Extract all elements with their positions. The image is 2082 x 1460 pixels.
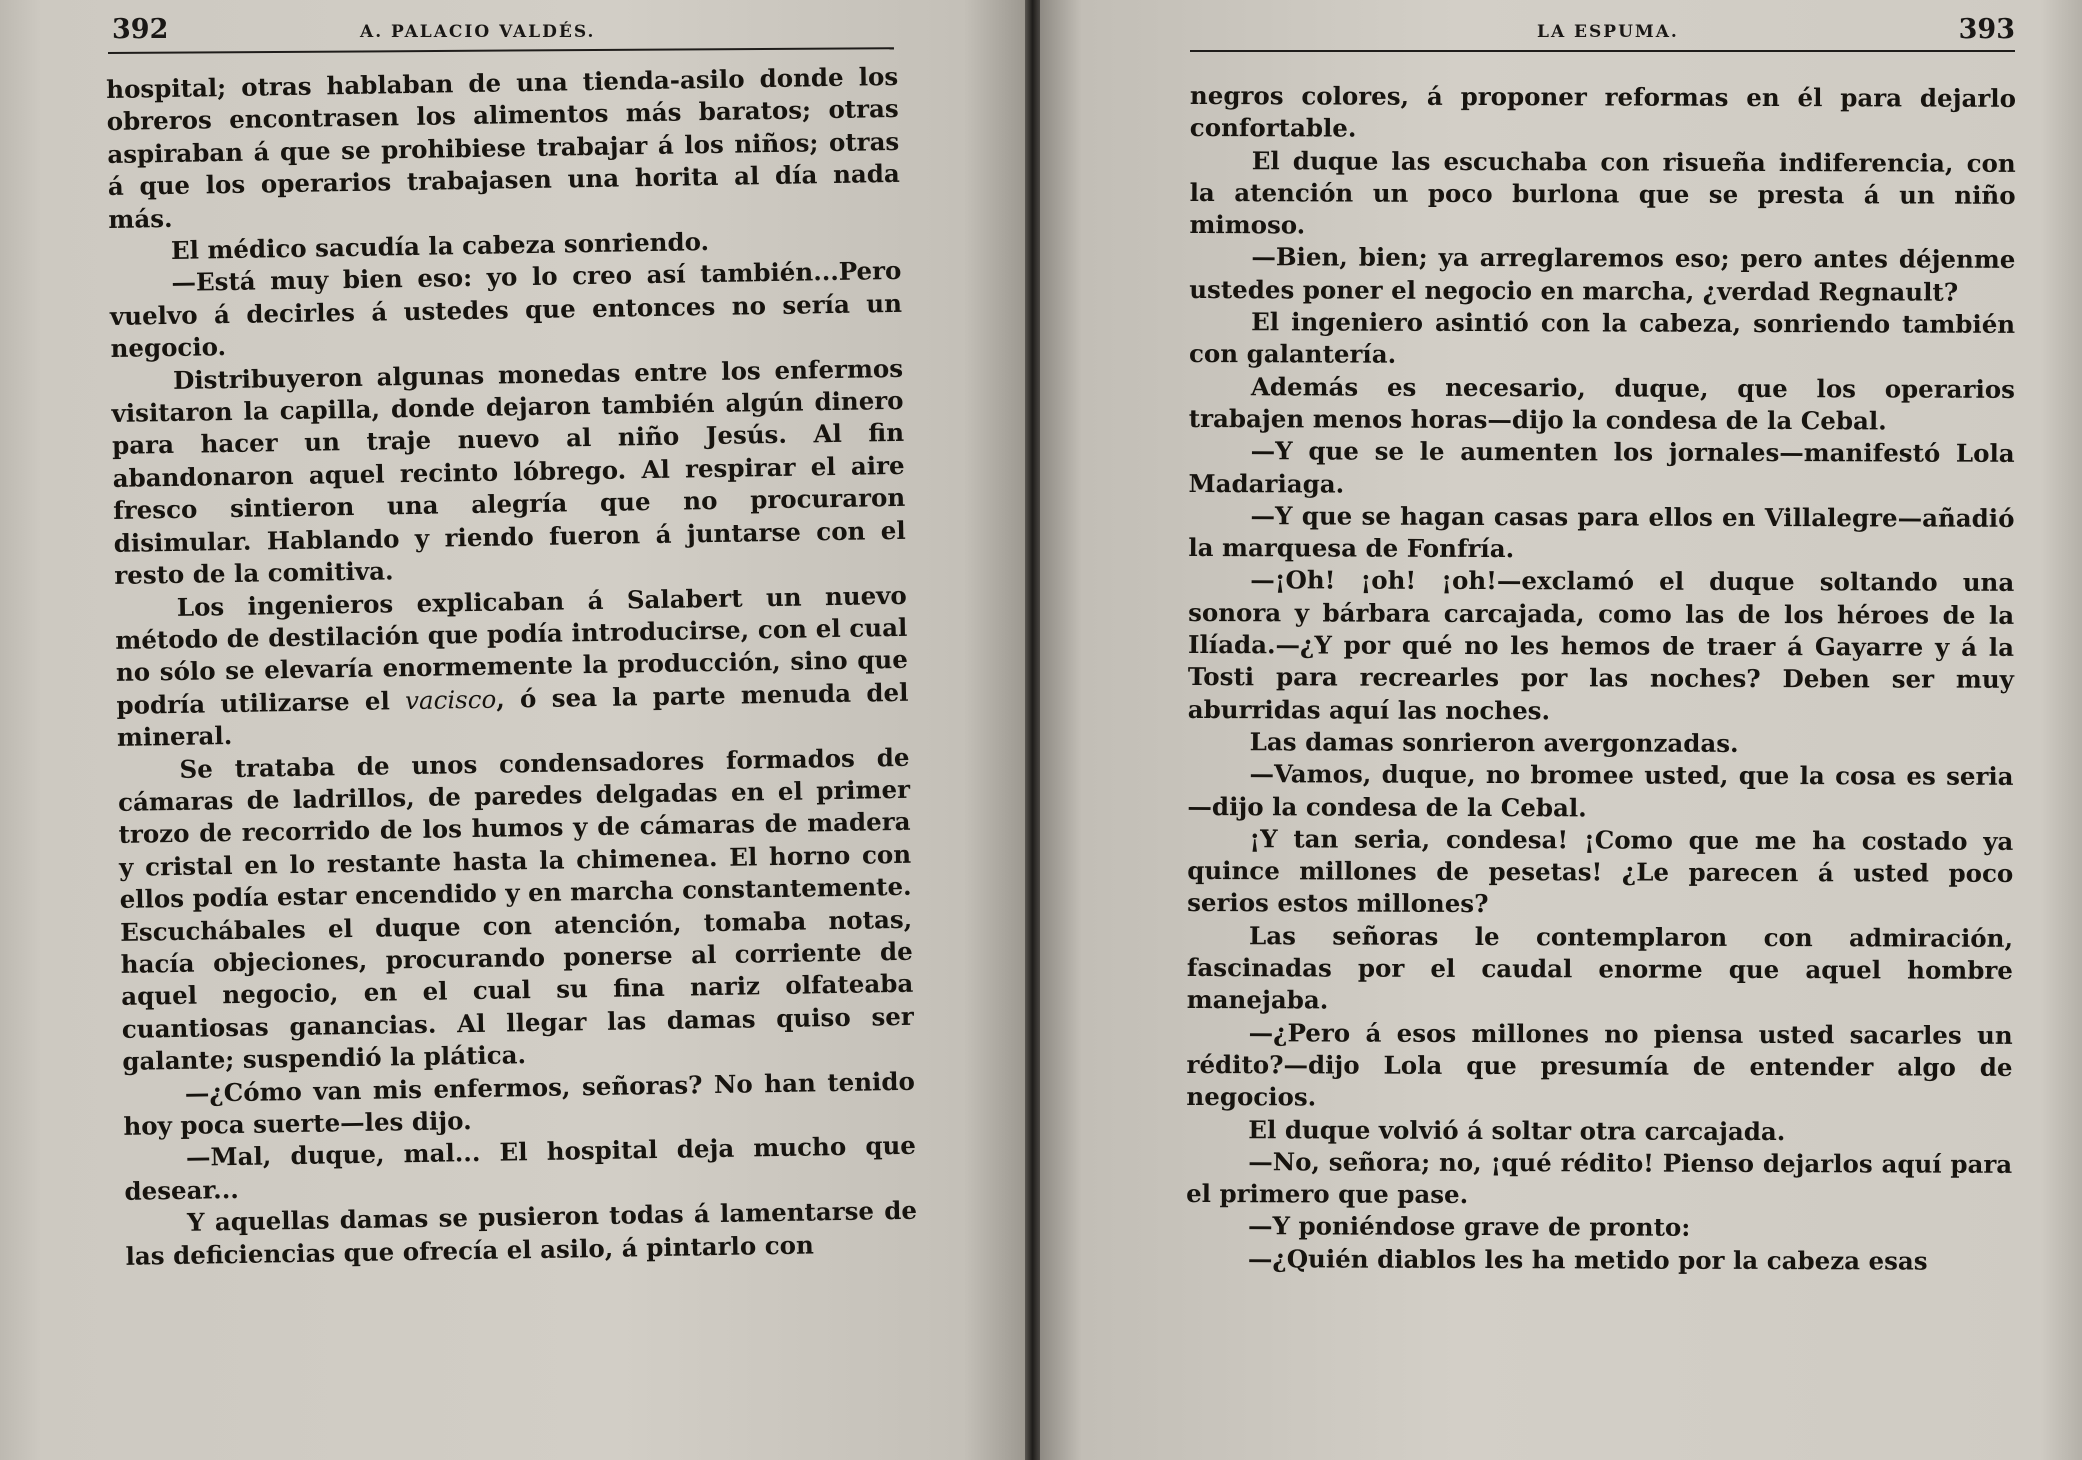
- left-page-body: [106, 61, 918, 1273]
- paragraph: Distribuyeron algunas monedas entre los enfermos visitaron la capilla, donde dejaron también algún dinero para hacer un traje nuevo al niño Jesús. Al fin abandonaron aquel recinto lóbrego. Al respirar el aire fresco sintieron una alegría que no procuraron disimular. Hablando y riendo fueron á juntarse con el resto de la comitiva.: [111, 353, 906, 591]
- paragraph: —Y que se le aumenten los jornales—manifestó Lola Madariaga.: [1188, 436, 2015, 499]
- paragraph: —Vamos, duque, no bromee usted, que la cosa es seria—dijo la condesa de la Cebal.: [1187, 759, 2014, 822]
- paragraph: —¿Pero á esos millones no piensa usted sacarles un rédito?—dijo Lola que presumía de entender algo de negocios.: [1186, 1017, 2013, 1112]
- paragraph: —¿Quién diablos les ha metido por la cabeza esas: [1247, 1243, 1928, 1276]
- paragraph: —No, señora; no, ¡qué rédito! Pienso dejarlos aquí para el primero que pase.: [1186, 1147, 2013, 1210]
- paragraph: —¿Cómo van mis enfermos, señoras? No han tenido hoy poca suerte—les dijo.: [123, 1066, 916, 1141]
- running-head: LA ESPUMA.: [1537, 22, 1679, 42]
- left-page: [0, 0, 1025, 1460]
- paragraph: —Y que se hagan casas para ellos en Villalegre—añadió la marquesa de Fonfría.: [1188, 501, 2015, 564]
- paragraph: [115, 579, 910, 754]
- paragraph: El duque las escuchaba con risueña indiferencia, con la atención un poco burlona que se presta á un niño mimoso.: [1189, 145, 2016, 240]
- paragraph: —Mal, duque, mal... El hospital deja mucho que desear...: [124, 1131, 917, 1206]
- book-gutter: [1025, 0, 1040, 1460]
- paragraph: Las señoras le contemplaron con admiración, fascinadas por el caudal enorme que aquel hombre manejaba.: [1186, 920, 2014, 1015]
- paragraph: —¡Oh! ¡oh! ¡oh!—exclamó el duque soltando una sonora y bárbara carcajada, como las de los héroes de la Ilíada.—¿Y por qué no les hemos de traer á Gayarre y á la Tosti para recrearles por las noches? Deben ser muy aburridas aquí las noches.: [1187, 565, 2015, 725]
- right-page-header: [1190, 14, 2015, 54]
- paragraph: El ingeniero asintió con la cabeza, sonriendo también con galantería.: [1188, 307, 2016, 370]
- right-page: [1040, 0, 2082, 1460]
- paragraph: —Y poniéndose grave de pronto:: [1247, 1211, 1691, 1243]
- page-number: 393: [1958, 14, 2015, 45]
- paragraph: Las damas sonrieron avergonzadas.: [1249, 727, 1739, 758]
- right-page-body: [1186, 80, 2016, 1278]
- paragraph: Se trataba de unos condensadores formados de cámaras de ladrillos, de paredes delgadas en el primer trozo de recorrido de los humos y de cámaras de madera y cristal en lo restante hasta la chimenea. El horno con ellos podía estar encendido y en marcha constantemente. Escuchábales el duque con atención, tomaba notas, hacía objeciones, procurando ponerse al corriente de aquel negocio, en el cual su fina nariz olfateaba cuantiosas ganancias. Al llegar las damas quiso ser galante; suspendió la plática.: [117, 742, 914, 1077]
- paragraph: ¡Y tan seria, condesa! ¡Como que me ha costado ya quince millones de pesetas! ¿Le parecen á usted poco serios estos millones?: [1187, 824, 2014, 919]
- running-head: A. PALACIO VALDÉS.: [360, 22, 596, 42]
- paragraph: Además es necesario, duque, que los operarios trabajen menos horas—dijo la condesa de la Cebal.: [1188, 371, 2015, 436]
- header-rule: [1190, 50, 2015, 52]
- paragraph: El médico sacudía la cabeza sonriendo.: [170, 227, 710, 265]
- italic-term: vacisco: [404, 684, 497, 715]
- paragraph: El duque volvió á soltar otra carcajada.: [1248, 1114, 1786, 1146]
- paragraph: negros colores, á proponer reformas en él para dejarlo confortable.: [1189, 80, 2016, 143]
- page-number: 392: [112, 14, 169, 45]
- paragraph: —Está muy bien eso: yo lo creo así también...Pero vuelvo á decirles á ustedes que entonces no sería un negocio.: [109, 256, 903, 364]
- paragraph: hospital; otras hablaban de una tienda-asilo donde los obreros encontrasen los alimentos más baratos; otras aspiraban á que se prohibiese trabajar á los niños; otras á que los operarios trabajasen una horita al día nada más.: [106, 61, 901, 234]
- paragraph-text: Los ingenieros explicaban á Salabert un nuevo método de destilación que podía introducirse, con el cual no sólo se elevaría enormemente la producción, sino que podría utilizarse el: [115, 580, 909, 720]
- paragraph: —Bien, bien; ya arreglaremos eso; pero antes déjenme ustedes poner el negocio en marcha, ¿verdad Regnault?: [1189, 242, 2016, 307]
- paragraph: Y aquellas damas se pusieron todas á lamentarse de las deficiencias que ofrecía el asilo, á pintarlo con: [125, 1195, 918, 1271]
- paragraph-text: , ó sea la parte menuda del mineral.: [116, 677, 909, 753]
